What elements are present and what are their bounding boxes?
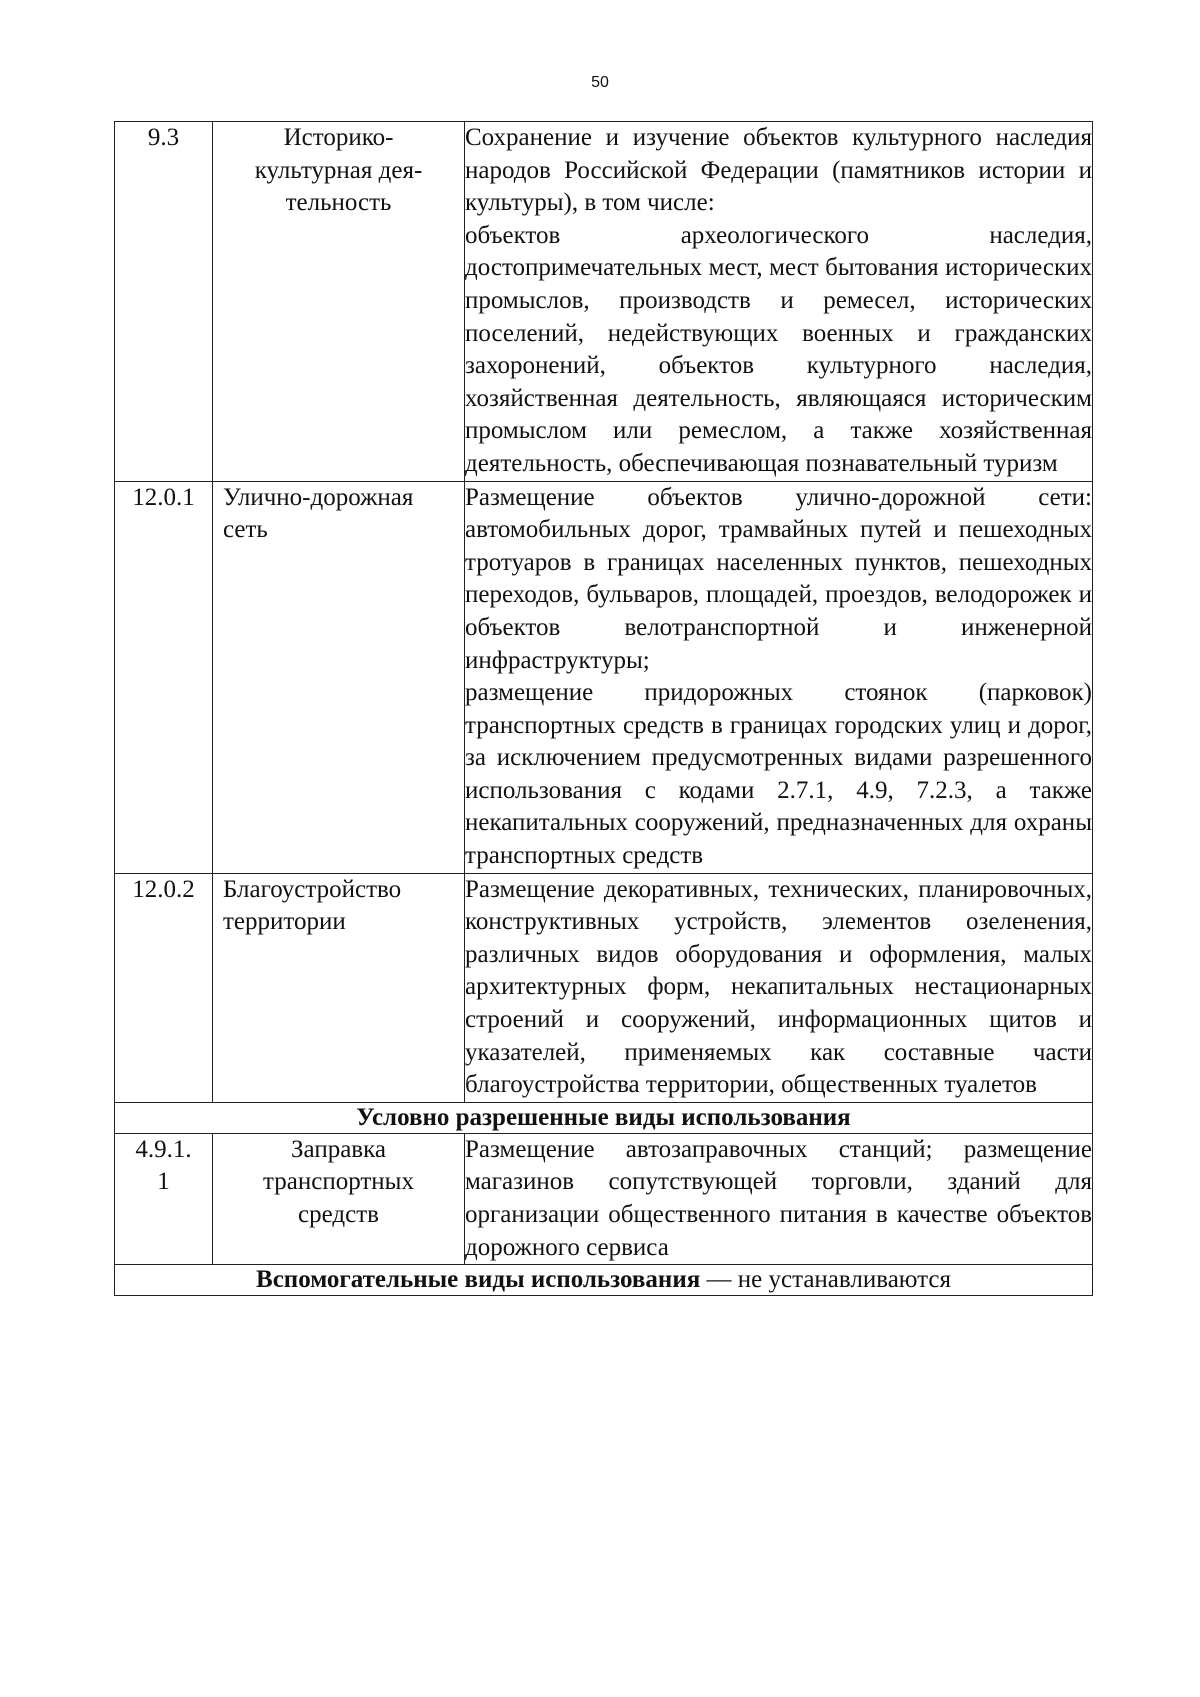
use-code: 9.3 bbox=[147, 124, 180, 151]
use-description-paragraph: объектов археологического наследия, достопримечательных мест, мест бытования исторических промыслов, производств и ремесел, исторических поселений, недействующих военных и гражданских захоронений, объектов культурного наследия, хозяйственная деятельность, являющаяся историческим промыслом или ремеслом, а также хозяйственная деятельность, обеспечивающая познавательный туризм bbox=[465, 221, 1092, 477]
use-code-line: 1 bbox=[157, 1168, 170, 1196]
use-code-cell bbox=[115, 481, 213, 873]
use-description-paragraph: размещение придорожных стоянок (парковок) транспортных средств в границах городских улиц и дорог, за исключением предусмотренных видами разрешенного использования с кодами 2.7.1, 4.9, 7.2.3, а также некапитальных сооружений, предназначенных для охраны транспортных средств bbox=[465, 679, 1092, 870]
use-description-cell bbox=[465, 481, 1093, 873]
use-description-cell bbox=[465, 1133, 1093, 1264]
land-use-table bbox=[114, 121, 1093, 1296]
use-description-paragraph: Размещение объектов улично-дорожной сети: автомобильных дорог, трамвайных путей и пешеходных тротуаров в границах населенных пунктов, пешеходных переходов, бульваров, площадей, проездов, велодорожек и объектов велотранспортной и инженерной инфраструктуры; bbox=[465, 483, 1092, 674]
use-code-line: 4.9.1. bbox=[135, 1135, 192, 1163]
auxiliary-title-bold: Вспомогательные виды использования bbox=[256, 1266, 701, 1294]
page-number: 50 bbox=[591, 74, 609, 91]
use-code-cell bbox=[115, 122, 213, 482]
use-name-line: культурная дея- bbox=[254, 156, 423, 184]
section-header-row bbox=[115, 1102, 1093, 1133]
use-description-paragraph: Размещение декоративных, технических, планировочных, конструктивных устройств, элементов озеленения, различных видов оборудования и оформления, малых архитектурных форм, некапитальных нестационарных строений и сооружений, информационных щитов и указателей, применяемых как составные части благоустройства территории, общественных туалетов bbox=[465, 875, 1092, 1099]
use-description-cell bbox=[465, 122, 1093, 482]
use-name-line: Заправка bbox=[291, 1135, 386, 1163]
table-row bbox=[115, 481, 1093, 873]
use-name-line: тельность bbox=[285, 189, 392, 217]
table-row bbox=[115, 873, 1093, 1102]
use-code: 12.0.1 bbox=[132, 483, 195, 511]
use-name: Благоустройство территории bbox=[223, 875, 402, 936]
use-name-cell bbox=[213, 122, 465, 482]
use-description-paragraph: Размещение автозаправочных станций; размещение магазинов сопутствующей торговли, зданий для организации общественного питания в качестве объектов дорожного сервиса bbox=[465, 1135, 1092, 1261]
use-description-paragraph: Сохранение и изучение объектов культурного наследия народов Российской Федерации (памятников истории и культуры), в том числе: bbox=[465, 124, 1092, 217]
use-name-cell bbox=[213, 481, 465, 873]
use-code-cell bbox=[115, 873, 213, 1102]
use-name-line: Историко- bbox=[283, 124, 394, 151]
use-name-line: транспортных bbox=[263, 1168, 414, 1196]
table-row bbox=[115, 1133, 1093, 1264]
section-title-auxiliary bbox=[115, 1265, 1093, 1296]
section-title-conditional: Условно разрешенные виды использования bbox=[115, 1102, 1093, 1133]
use-description-cell bbox=[465, 873, 1093, 1102]
use-name-cell bbox=[213, 1133, 465, 1264]
table-row bbox=[115, 122, 1093, 482]
use-code-cell bbox=[115, 1133, 213, 1264]
use-code: 12.0.2 bbox=[132, 875, 195, 903]
section-header-row bbox=[115, 1265, 1093, 1296]
use-name: Улично-дорожная сеть bbox=[223, 483, 414, 544]
auxiliary-title-rest: — не устанавливаются bbox=[700, 1266, 951, 1294]
use-name-cell bbox=[213, 873, 465, 1102]
use-name-line: средств bbox=[298, 1201, 379, 1228]
